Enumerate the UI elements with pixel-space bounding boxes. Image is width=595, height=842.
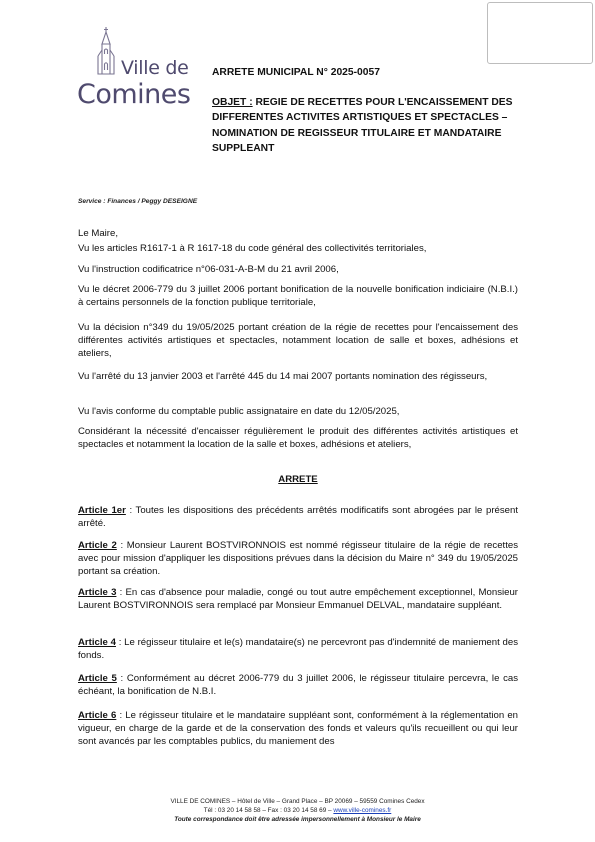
- page-footer: [60, 798, 535, 824]
- article-1-text: : Toutes les dispositions des précédents arrêtés modificatifs sont abrogées par le présent arrêté.: [78, 505, 518, 529]
- preamble-vu-instruction: Vu l'instruction codificatrice n°06-031-A-B-M du 21 avril 2006,: [78, 264, 339, 275]
- reception-stamp-box: [487, 2, 593, 64]
- arrete-heading: ARRETE: [278, 474, 318, 485]
- decree-object: [212, 95, 542, 156]
- article-6-label: Article 6: [78, 710, 117, 721]
- preamble-vu-decret: Vu le décret 2006-779 du 3 juillet 2006 portant bonification de la nouvelle bonification indiciaire (N.B.I.) à certains personnels de la fonction publique territoriale,: [78, 284, 518, 308]
- footer-contact: [60, 807, 535, 816]
- church-icon: [94, 26, 118, 76]
- footer-phone-fax: Tél : 03 20 14 58 58 – Fax : 03 20 14 58 69 –: [203, 806, 334, 814]
- article-1-label: Article 1er: [78, 505, 126, 516]
- footer-note: Toute correspondance doit être adressée impersonnellement à Monsieur le Maire: [174, 815, 421, 823]
- article-5: [78, 672, 518, 698]
- preamble-considerant: Considérant la nécessité d'encaisser régulièrement le produit des différentes activités artistiques et spectacles et notamment la location de la salle et boxes, adhésions et ateliers,: [78, 426, 518, 450]
- article-6-text: : Le régisseur titulaire et le mandataire suppléant sont, conformément à la réglementation en vigueur, en charge de la garde et de la conservation des fonds et valeurs qu'ils recueillent ou qui leur sont avancés par les comptables publics, du maniement des: [78, 710, 518, 747]
- article-1: [78, 504, 518, 530]
- article-3: [78, 586, 518, 612]
- preamble-vu-articles: Vu les articles R1617-1 à R 1617-18 du code général des collectivités territoriales,: [78, 243, 427, 254]
- footer-address: VILLE DE COMINES – Hôtel de Ville – Grand Place – BP 20069 – 59559 Comines Cedex: [170, 798, 425, 805]
- object-label: OBJET :: [212, 97, 253, 108]
- article-4: [78, 636, 518, 662]
- article-3-text: : En cas d'absence pour maladie, congé ou tout autre empêchement exceptionnel, Monsieur Laurent BOSTVIRONNOIS sera remplacé par Monsieur Emmanuel DELVAL, mandataire suppléant.: [78, 587, 518, 611]
- article-4-text: : Le régisseur titulaire et le(s) mandataire(s) ne percevront pas d'indemnité de maniement des fonds.: [78, 637, 518, 661]
- article-2-text: : Monsieur Laurent BOSTVIRONNOIS est nommé régisseur titulaire de la régie de recettes avec pour mission d'appliquer les dispositions prévues dans la décision du Maire n° 349 du 19/05/2025 portant sa création.: [78, 540, 518, 577]
- article-4-label: Article 4: [78, 637, 116, 648]
- preamble-le-maire: Le Maire,: [78, 228, 118, 239]
- footer-website-link[interactable]: www.ville-comines.fr: [333, 806, 392, 814]
- logo-ville-de: Ville de: [121, 57, 189, 79]
- article-6: [78, 709, 518, 748]
- logo-comines: Comines: [77, 79, 191, 110]
- city-logo: [77, 26, 195, 108]
- object-text: REGIE DE RECETTES POUR L'ENCAISSEMENT DES DIFFERENTES ACTIVITES ARTISTIQUES ET SPECTACLES – NOMINATION DE REGISSEUR TITULAIRE ET MANDATAIRE SUPPLEANT: [212, 97, 513, 154]
- service-line: Service : Finances / Peggy DESEIGNE: [78, 198, 198, 205]
- decree-title: ARRETE MUNICIPAL N° 2025-0057: [212, 67, 380, 78]
- preamble-vu-avis: Vu l'avis conforme du comptable public assignataire en date du 12/05/2025,: [78, 406, 400, 417]
- preamble-vu-arrete: Vu l'arrêté du 13 janvier 2003 et l'arrêté 445 du 14 mai 2007 portants nomination des régisseurs,: [78, 371, 488, 382]
- preamble-vu-decision: Vu la décision n°349 du 19/05/2025 portant création de la régie de recettes pour l'encaissement des différentes activités artistiques et spectacles, notamment location de salle et boxes, adhésions et ateliers,: [78, 322, 518, 359]
- article-5-label: Article 5: [78, 673, 117, 684]
- article-3-label: Article 3: [78, 587, 117, 598]
- article-2: [78, 539, 518, 578]
- article-5-text: : Conformément au décret 2006-779 du 3 juillet 2006, le régisseur titulaire percevra, le cas échéant, la bonification de N.B.I.: [78, 673, 518, 697]
- article-2-label: Article 2: [78, 540, 117, 551]
